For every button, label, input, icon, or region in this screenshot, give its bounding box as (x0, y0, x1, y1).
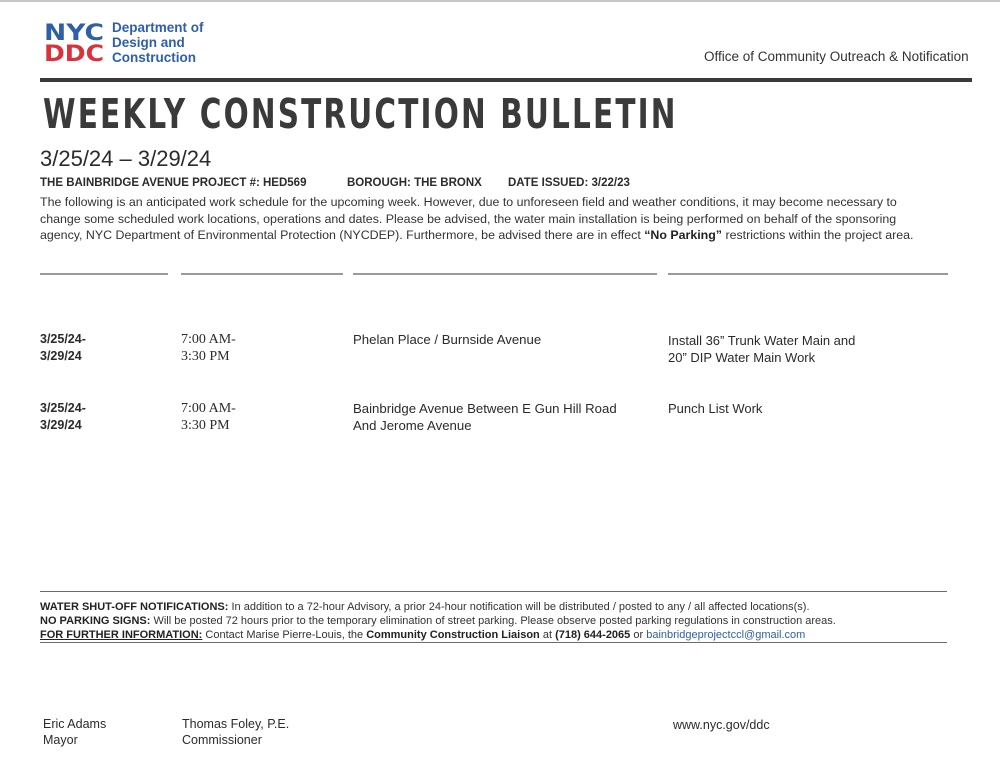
schedule-row-1-time: 7:00 AM- 3:30 PM (181, 332, 236, 364)
agency-line-3: Construction (112, 50, 196, 65)
page-top-edge (0, 0, 1000, 2)
intro-text-after: restrictions within the project area. (722, 228, 914, 242)
bulletin-title: WEEKLY CONSTRUCTION BULLETIN (43, 90, 678, 138)
column-rule-location (353, 273, 657, 275)
date-issued: DATE ISSUED: 3/22/23 (508, 177, 630, 189)
notices-top-rule (40, 591, 947, 592)
schedule-row-2-work: Punch List Work (668, 401, 763, 416)
schedule-row-2-date: 3/25/24- 3/29/24 (40, 401, 86, 432)
liaison-phone: (718) 644-2065 (555, 629, 631, 641)
further-info-label: FOR FURTHER INFORMATION: (40, 629, 203, 641)
bulletin-dates: 3/25/24 – 3/29/24 (40, 146, 212, 171)
notices-bottom-rule (40, 642, 947, 643)
agency-line-1: Department of (112, 20, 204, 35)
no-parking-notice: NO PARKING SIGNS: Will be posted 72 hours prior to the temporary elimination of street parking. Please observe posted parking regulations in construction areas. (40, 615, 836, 627)
agency-name (112, 20, 204, 65)
project-number: THE BAINBRIDGE AVENUE PROJECT #: HED569 (40, 177, 307, 189)
no-parking-label: NO PARKING SIGNS: (40, 615, 151, 627)
intro-no-parking: “No Parking” (644, 228, 723, 242)
mayor-name: Eric Adams (43, 717, 107, 731)
commissioner-name: Thomas Foley, P.E. (182, 717, 290, 731)
footer-website-link[interactable]: www.nyc.gov/ddc (673, 718, 770, 732)
office-name: Office of Community Outreach & Notification (704, 49, 969, 64)
nyc-ddc-logo (44, 20, 106, 62)
column-rule-time (181, 273, 343, 275)
logo-ddc-text: DDC (44, 42, 104, 62)
logo-nyc-text: NYC (44, 21, 104, 46)
mayor-title: Mayor (43, 733, 78, 747)
footer-commissioner (182, 716, 289, 748)
footer-mayor (43, 716, 106, 748)
agency-line-2: Design and (112, 35, 185, 50)
column-rule-work (668, 273, 948, 275)
schedule-row-1-location: Phelan Place / Burnside Avenue (353, 332, 542, 347)
schedule-row-1-date: 3/25/24- 3/29/24 (40, 332, 86, 363)
column-rule-date (40, 273, 168, 275)
intro-paragraph (40, 194, 940, 244)
liaison-title: Community Construction Liaison (366, 629, 540, 641)
borough: BOROUGH: THE BRONX (347, 177, 482, 189)
schedule-row-2-time: 7:00 AM- 3:30 PM (181, 401, 236, 433)
further-info-notice: FOR FURTHER INFORMATION: Contact Marise Pierre-Louis, the Community Construction Liaison at (718) 644-2065 or bainbridgeprojectccl@gmail.com (40, 629, 806, 641)
schedule-row-2-location: Bainbridge Avenue Between E Gun Hill Road And Jerome Avenue (353, 401, 617, 433)
commissioner-title: Commissioner (182, 733, 262, 747)
water-shutoff-notice: WATER SHUT-OFF NOTIFICATIONS: In addition to a 72-hour Advisory, a prior 24-hour notification will be distributed / posted to any / all affected locations(s). (40, 601, 810, 613)
intro-text-before: The following is an anticipated work schedule for the upcoming week. However, due to unforeseen field and weather conditions, it may become necessary to change some scheduled work locations, operations and dates. Please be advised, the water main installation is being performed on behalf of the sponsoring agency, NYC Department of Environmental Protection (NYCDEP). Furthermore, be advised there are in effect (40, 195, 897, 242)
schedule-row-1-work: Install 36” Trunk Water Main and 20” DIP Water Main Work (668, 333, 856, 365)
liaison-email-link[interactable]: bainbridgeprojectccl@gmail.com (646, 629, 806, 641)
water-shutoff-label: WATER SHUT-OFF NOTIFICATIONS: (40, 601, 229, 613)
header-rule (40, 78, 972, 82)
